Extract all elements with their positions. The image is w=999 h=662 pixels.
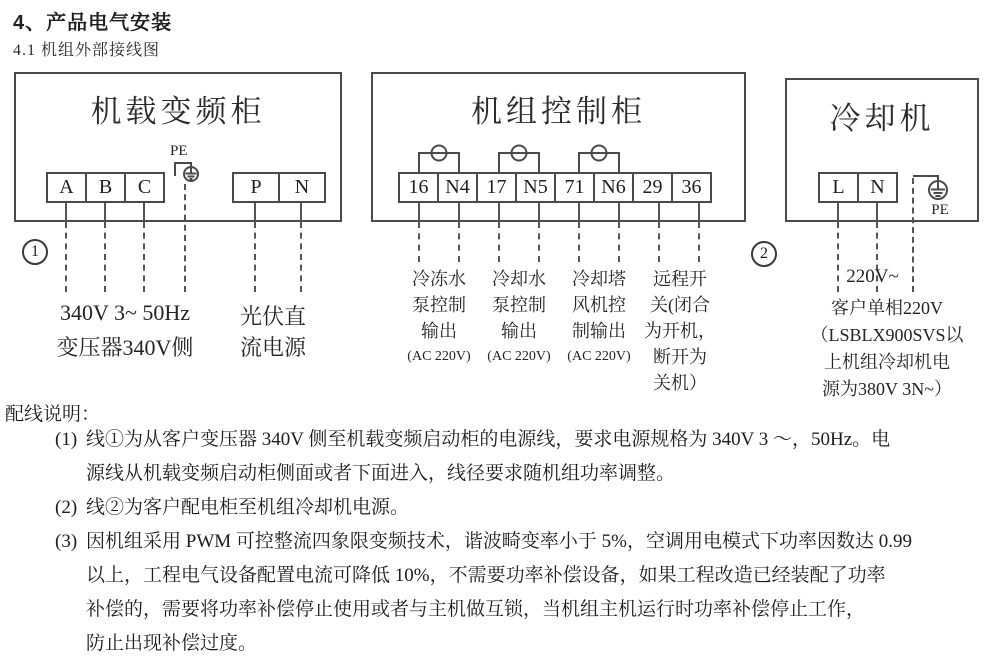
inverter-cabinet-title: 机载变频柜 xyxy=(90,94,266,129)
dashed-wire xyxy=(578,222,580,262)
wire xyxy=(104,203,106,222)
output-label-chilled-water-pump xyxy=(394,266,484,370)
terminal-n5: N5 xyxy=(515,172,556,203)
circled-1-marker: 1 xyxy=(22,239,48,265)
dashed-wire xyxy=(698,222,700,262)
note-marker: (3) xyxy=(55,531,78,552)
wire xyxy=(876,203,878,222)
wire xyxy=(418,203,420,222)
terminal-l: L xyxy=(818,172,859,203)
dashed-wire xyxy=(538,222,540,262)
cooling-terminal-row xyxy=(818,172,898,203)
terminal-n2: N xyxy=(857,172,898,203)
dashed-wire xyxy=(254,222,256,292)
power-spec-label: 340V 3~ 50Hz xyxy=(59,300,191,325)
wire xyxy=(300,203,302,222)
terminal-b: B xyxy=(85,172,126,203)
output-label-cooling-water-pump xyxy=(474,266,564,370)
terminal-n6: N6 xyxy=(593,172,634,203)
label-line: 关机） xyxy=(653,373,707,393)
label-line: 断开为 xyxy=(653,347,707,367)
note-text: 因机组采用 PWM 可控整流四象限变频技术，谐波畸变率小于 5%，空调用电模式下功率因数达 0.99 xyxy=(86,531,912,552)
terminal-29: 29 xyxy=(632,172,673,203)
note-item-3-line-3: 补偿的，需要将功率补偿停止使用或者与主机做互锁，当机组主机运行时功率补偿停止工作， xyxy=(86,599,866,620)
pe-label-inverter: PE xyxy=(170,143,188,159)
label-line: 输出 xyxy=(421,321,457,341)
dashed-wire xyxy=(418,222,420,262)
note-marker: (1) xyxy=(55,429,78,450)
dashed-wire xyxy=(65,222,67,292)
wire xyxy=(698,203,700,222)
wire xyxy=(538,203,540,222)
label-line: (AC 220V) xyxy=(407,349,471,364)
terminal-17: 17 xyxy=(476,172,517,203)
dashed-wire xyxy=(618,222,620,262)
output-label-remote-switch xyxy=(634,266,726,396)
label-line: 泵控制 xyxy=(412,295,466,315)
wire xyxy=(458,203,460,222)
section-title: 4、产品电气安装 xyxy=(13,12,173,34)
terminal-n4: N4 xyxy=(437,172,478,203)
label-line: 输出 xyxy=(501,321,537,341)
note-item-1-line-2: 源线从机载变频启动柜侧面或者下面进入，线径要求随机组功率调整。 xyxy=(86,463,676,484)
note-item-1-line-1 xyxy=(55,424,890,451)
label-line: 制输出 xyxy=(572,321,626,341)
label-line: 客户单相220V xyxy=(831,298,943,318)
wire xyxy=(65,203,67,222)
label-line: 冷冻水 xyxy=(412,269,466,289)
label-line: 为开机， xyxy=(644,321,716,341)
note-text: 线②为客户配电柜至机组冷却机电源。 xyxy=(86,497,410,518)
dashed-wire xyxy=(143,222,145,292)
label-line: 风机控 xyxy=(572,295,626,315)
wire xyxy=(498,203,500,222)
note-marker: (2) xyxy=(55,497,78,518)
dashed-wire xyxy=(184,184,186,292)
terminal-16: 16 xyxy=(398,172,439,203)
subsection-title: 4.1 机组外部接线图 xyxy=(13,42,161,59)
terminal-a: A xyxy=(46,172,87,203)
dashed-wire xyxy=(658,222,660,262)
label-line: （LSBLX900SVS以 xyxy=(810,325,964,345)
contact-symbol-icon xyxy=(498,142,540,172)
label-line: (AC 220V) xyxy=(567,349,631,364)
dashed-wire xyxy=(300,222,302,292)
contact-symbol-icon xyxy=(418,142,460,172)
note-text: 线①为从客户变压器 340V 侧至机载变频启动柜的电源线，要求电源规格为 340V 3 ～，50Hz。电 xyxy=(86,429,891,450)
label-line: 关(闭合 xyxy=(650,295,710,315)
dashed-wire xyxy=(104,222,106,292)
note-item-2-line-1 xyxy=(55,492,409,519)
label-line: 冷却塔 xyxy=(572,269,626,289)
wire xyxy=(658,203,660,222)
pv-dc-label-line2: 流电源 xyxy=(239,335,306,360)
wire xyxy=(578,203,580,222)
terminal-n: N xyxy=(278,172,326,203)
note-item-3-line-4: 防止出现补偿过度。 xyxy=(86,633,258,654)
control-terminal-row xyxy=(398,172,712,203)
terminal-p: P xyxy=(232,172,280,203)
label-line: 泵控制 xyxy=(492,295,546,315)
transformer-side-label: 变压器340V侧 xyxy=(56,335,194,360)
dashed-wire xyxy=(458,222,460,262)
wire xyxy=(837,203,839,222)
label-line: 远程开 xyxy=(653,269,707,289)
dashed-wire xyxy=(498,222,500,262)
control-cabinet-title: 机组控制柜 xyxy=(471,94,646,129)
cooling-power-note xyxy=(802,295,972,403)
label-line: 源为380V 3N~） xyxy=(822,379,952,399)
notes-heading: 配线说明： xyxy=(5,404,101,425)
wire xyxy=(254,203,256,222)
earth-ground-icon xyxy=(170,158,206,188)
wire xyxy=(618,203,620,222)
note-item-3-line-2: 以上，工程电气设备配置电流可降低 10%，不需要功率补偿设备，如果工程改造已经装配了功率 xyxy=(86,565,886,586)
label-line: 上机组冷却机电 xyxy=(824,352,950,372)
circled-2-marker: 2 xyxy=(751,241,777,267)
label-line: 冷却水 xyxy=(492,269,546,289)
phase-terminal-row xyxy=(46,172,165,203)
pv-dc-label-line1: 光伏直 xyxy=(239,304,306,329)
wire xyxy=(143,203,145,222)
cooling-unit-title: 冷却机 xyxy=(829,101,935,136)
contact-symbol-icon xyxy=(578,142,620,172)
terminal-71: 71 xyxy=(554,172,595,203)
terminal-c: C xyxy=(124,172,165,203)
output-label-cooling-tower-fan xyxy=(554,266,644,370)
pe-label-cooling: PE xyxy=(931,202,949,218)
label-line: (AC 220V) xyxy=(487,349,551,364)
voltage-label: 220V~ xyxy=(846,266,899,287)
dc-terminal-row xyxy=(232,172,326,203)
terminal-36: 36 xyxy=(671,172,712,203)
note-item-3-line-1 xyxy=(55,526,912,553)
